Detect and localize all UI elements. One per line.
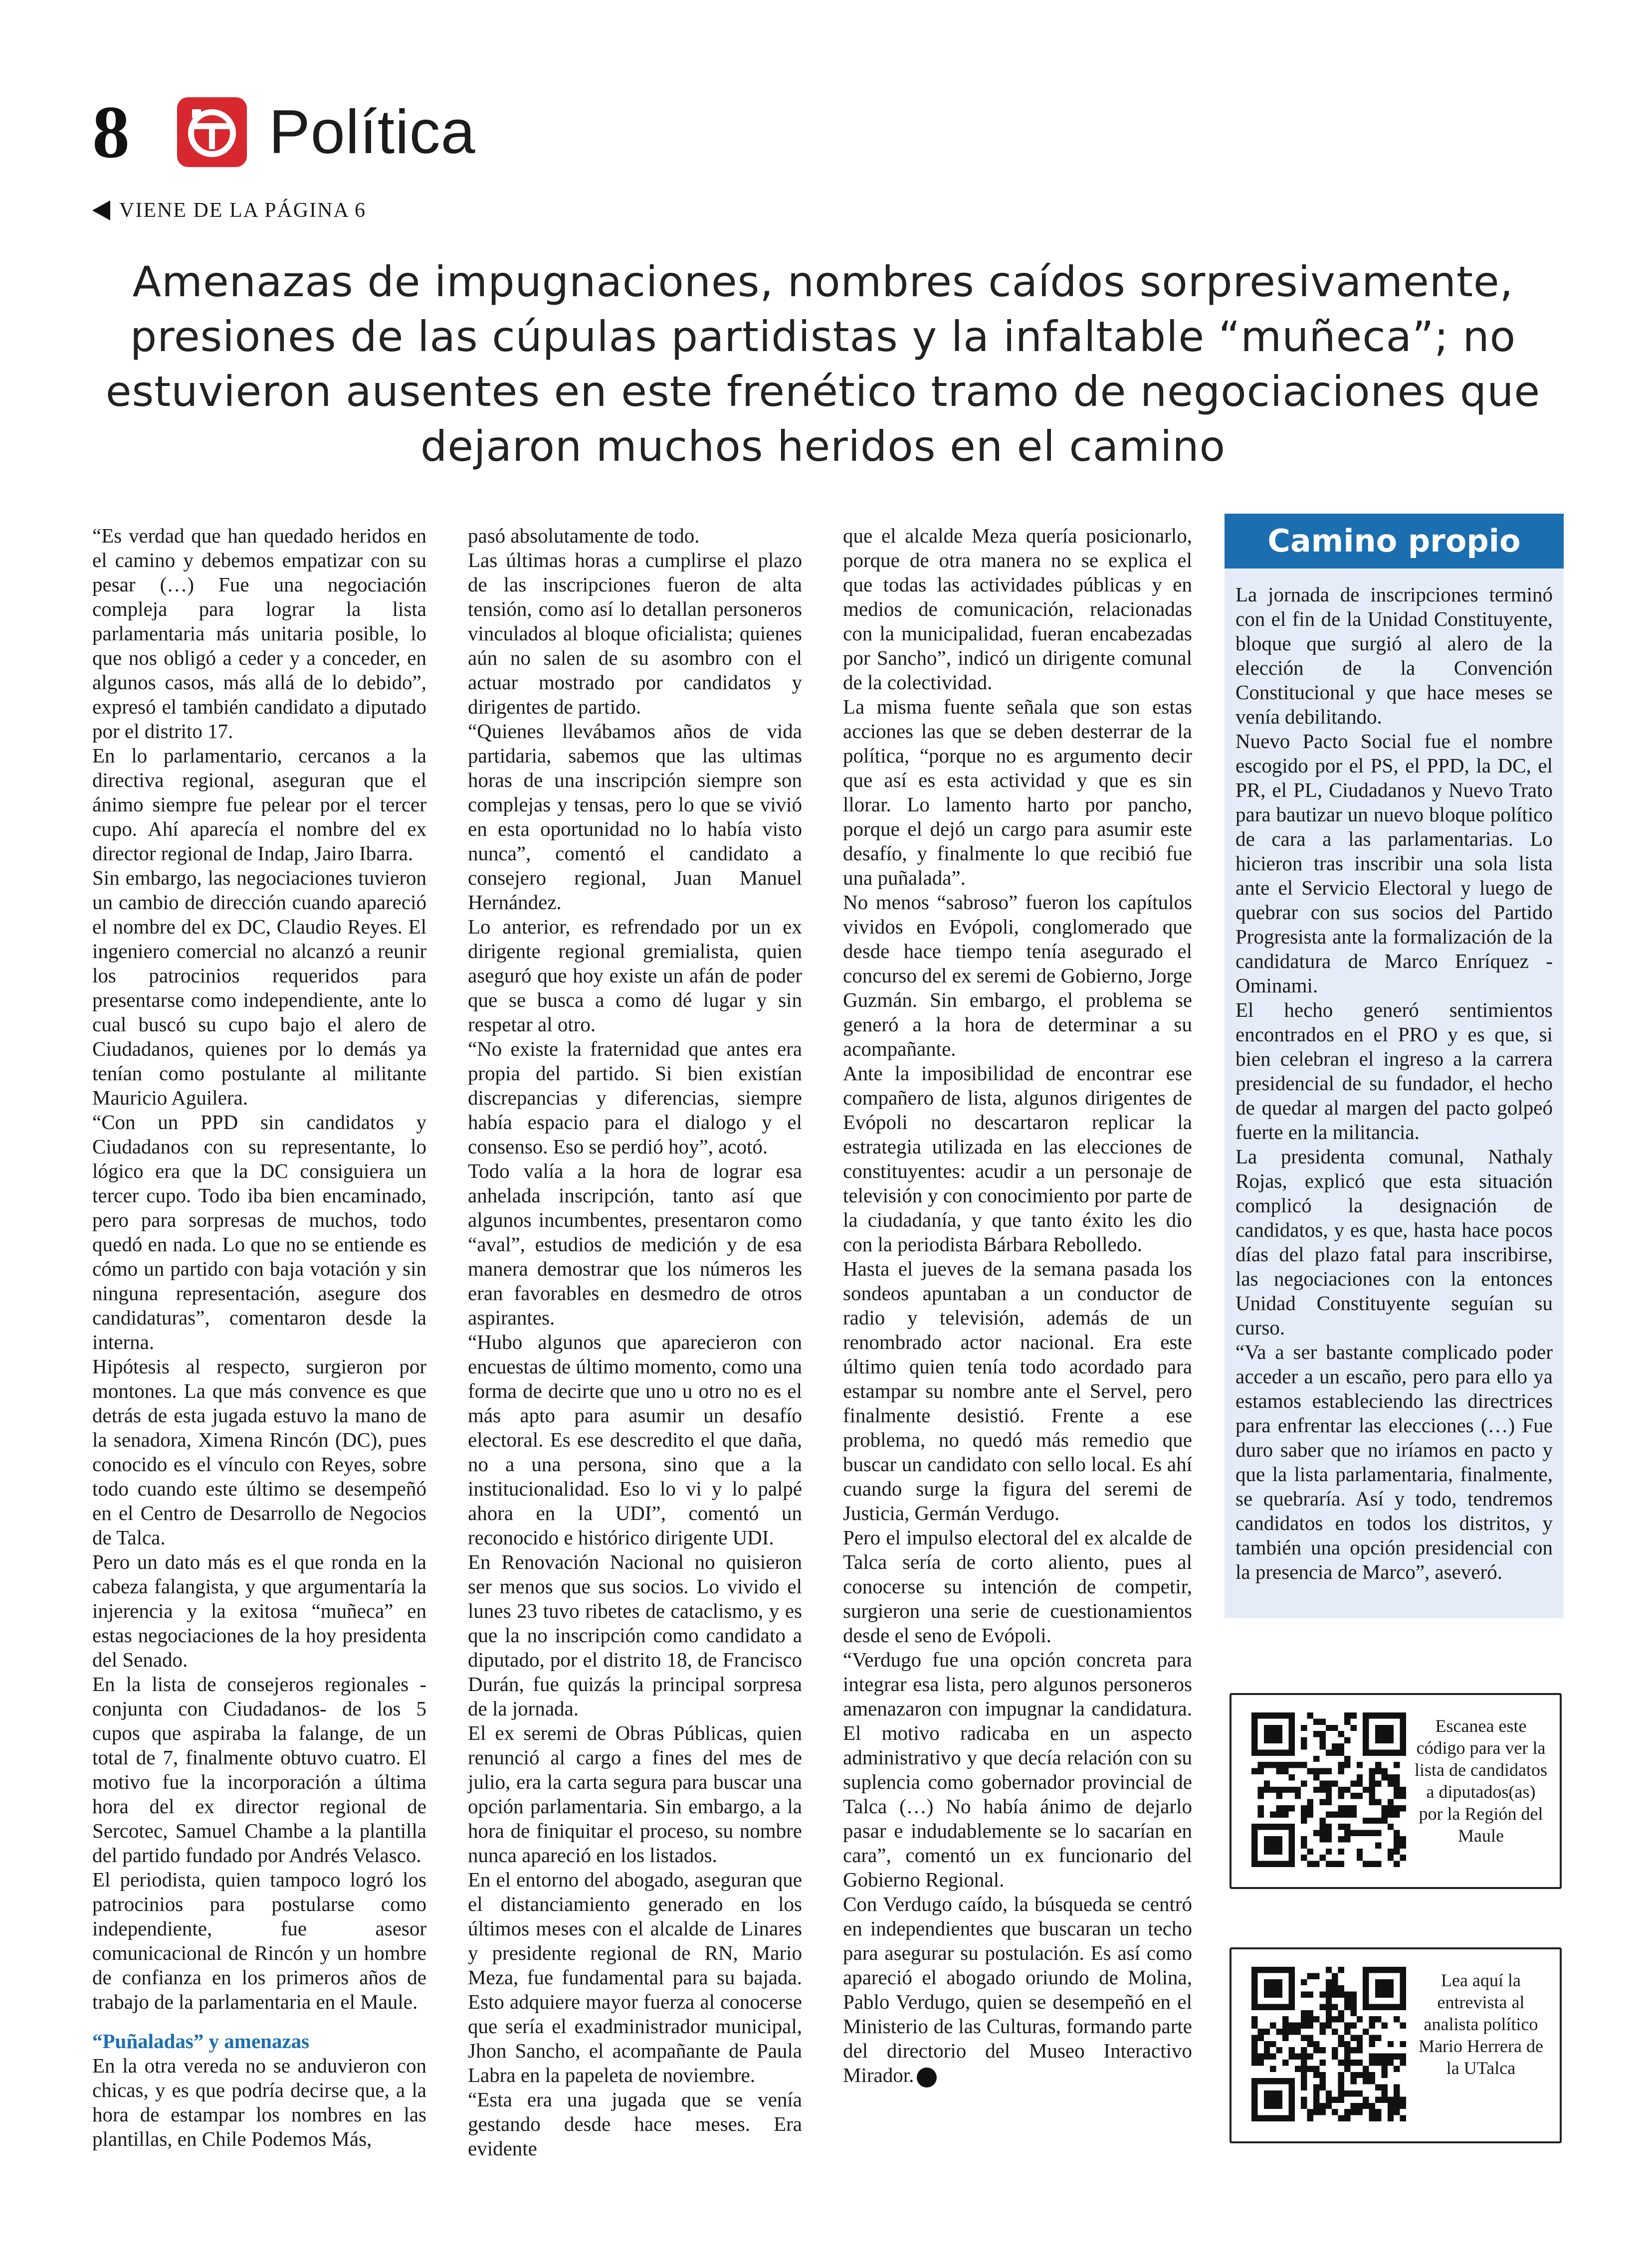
sidebar-title: Camino propio	[1225, 514, 1564, 568]
article-subheadline: Amenazas de impugnaciones, nombres caídos sorpresivamente, presiones de las cúpulas partidistas y la infaltable “muñeca”; no estuvieron ausentes en este frenético tramo de negociaciones que dejaron muchos heridos en el camino	[105, 257, 1541, 471]
paragraph: que el alcalde Meza quería posicionarlo, porque de otra manera no se explica el que todas las actividades públicas y en medios de comunicación, relacionadas con la municipalidad, fueran encabezadas por Sancho”, indicó un dirigente comunal de la colectividad.	[843, 524, 1192, 694]
sidebar-paragraph: El hecho generó sentimientos encontrados en el PRO y es que, si bien celebran el ingreso a la carrera presidencial de su fundador, el hecho de quedar al margen del pacto golpeó fuerte en la militancia.	[1235, 998, 1553, 1143]
paragraph: La misma fuente señala que son estas acciones las que se deben desterrar de la política, “porque no es argumento decir que así es esta actividad y que es sin llorar. Lo lamento harto por pancho, porque el dejó un cargo para asumir este desafío, y finalmente lo que recibió fue una puñalada”.	[843, 695, 1192, 889]
sidebar-paragraph: Nuevo Pacto Social fue el nombre escogido por el PS, el PPD, la DC, el PR, el PL, Ciudadanos y Nuevo Trato para bautizar un nuevo bloque político de cara a las parlamentarias. Lo hicieron tras inscribir una sola lista ante el Servicio Electoral y luego de quebrar con sus socios del Partido Progresista ante la formalización de la candidatura de Marco Enríquez - Ominami.	[1235, 730, 1553, 997]
paragraph: En la lista de consejeros regionales -conjunta con Ciudadanos- de los 5 cupos que aspiraba la falange, de un total de 7, finalmente obtuvo cuatro. El motivo fue la incorporación a última hora del ex director regional de Sercotec, Samuel Chambe a la plantilla del partido fundado por Andrés Velasco.	[92, 1673, 426, 1867]
sidebar-paragraph: “Va a ser bastante complicado poder acceder a un escaño, pero para ello ya estamos estableciendo las directrices para enfrentar las elecciones (…) Fue duro saber que no iríamos en pacto y que la lista parlamentaria, finalmente, se quebraría. Así y todo, tendremos candidatos en todos los distritos, y también una opción presidencial con la presencia de Marco”, aseveró.	[1235, 1340, 1553, 1583]
sidebar-paragraph: La presidenta comunal, Nathaly Rojas, explicó que esta situación complicó la designación de candidatos, y es que, hasta hace pocos días del plazo fatal para inscribirse, las negociaciones con la entonces Unidad Constituyente seguían su curso.	[1235, 1145, 1553, 1339]
paragraph: “Es verdad que han quedado heridos en el camino y debemos empatizar con su pesar (…) Fue una negociación compleja para lograr la lista parlamentaria más unitaria posible, lo que nos obligó a ceder y a conceder, en algunos casos, más allá de lo debido”, expresó el también candidato a diputado por el distrito 17.	[92, 524, 426, 743]
paragraph-last	[843, 1892, 1192, 2087]
paragraph: El periodista, quien tampoco logró los patrocinios para postularse como independiente, fue asesor comunicacional de Rincón y un hombre de confianza en los primeros años de trabajo de la parlamentaria en el Maule.	[92, 1868, 426, 2013]
paragraph: Hipótesis al respecto, surgieron por montones. La que más convence es que detrás de esta jugada estuvo la mano de la senadora, Ximena Rincón (DC), pues conocido es el vínculo con Reyes, sobre todo cuando este último se desempeñó en el Centro de Desarrollo de Negocios de Talca.	[92, 1355, 426, 1549]
arrow-left-icon	[92, 200, 110, 220]
sidebar-box	[1225, 514, 1564, 1618]
qr-code-icon[interactable]	[1251, 1712, 1406, 1867]
paragraph: Lo anterior, es refrendado por un ex dirigente regional gremialista, quien aseguró que hoy existe un afán de poder que se busca a como dé lugar y sin respetar al otro.	[468, 915, 802, 1036]
paragraph: En Renovación Nacional no quisieron ser menos que sus socios. Lo vivido el lunes 23 tuvo ribetes de cataclismo, y es que la no inscripción como candidato a diputado, por el distrito 18, de Francisco Durán, fue quizás la principal sorpresa de la jornada.	[468, 1550, 802, 1720]
paragraph: pasó absolutamente de todo.	[468, 524, 700, 547]
paragraph: En lo parlamentario, cercanos a la directiva regional, aseguran que el ánimo siempre fue pelear por el tercer cupo. Ahí aparecía el nombre del ex director regional de Indap, Jairo Ibarra.	[92, 744, 426, 865]
paragraph: Pero el impulso electoral del ex alcalde de Talca sería de corto aliento, pues al conocerse su intención de competir, surgieron una serie de cuestionamientos desde el seno de Evópoli.	[843, 1526, 1192, 1647]
paragraph: Todo valía a la hora de lograr esa anhelada inscripción, tanto así que algunos incumbentes, presentaron como “aval”, estudios de medición y de esa manera demostrar que los números les eran favorables en desmedro de otros aspirantes.	[468, 1159, 802, 1329]
qr-code-icon[interactable]	[1251, 1967, 1406, 2121]
page-number: 8	[92, 91, 130, 174]
end-bullet-icon	[917, 2068, 937, 2087]
paragraph: En la otra vereda no se anduvieron con chicas, y es que podría decirse que, a la hora de estampar los nombres en las plantillas, en Chile Podemos Más,	[92, 2054, 426, 2150]
qr-caption: Lea aquí la entrevista al analista político Mario Herrera de la UTalca	[1419, 1970, 1543, 2078]
section-subhead: “Puñaladas” y amenazas	[92, 2030, 310, 2053]
paragraph: No menos “sabroso” fueron los capítulos vividos en Evópoli, conglomerado que desde hace tiempo tenía asegurado el concurso del ex seremi de Gobierno, Jorge Guzmán. Sin embargo, el problema se generó a la hora de determinar a su acompañante.	[843, 891, 1192, 1060]
paragraph: “No existe la fraternidad que antes era propia del partido. Si bien existían discrepancias y diferencias, siempre había espacio para el dialogo y el consenso. Eso se perdió hoy”, acotó.	[468, 1037, 802, 1158]
paragraph: “Verdugo fue una opción concreta para integrar esa lista, pero algunos personeros amenazaron con impugnar la candidatura. El motivo radicaba en un aspecto administrativo y que decía relación con su suplencia como gobernador provincial de Talca (…) No había ánimo de dejarlo pasar e indudablemente se lo sacarían en cara”, comentó un ex funcionario del Gobierno Regional.	[843, 1648, 1192, 1891]
continued-from-label	[92, 198, 366, 222]
paragraph: En el entorno del abogado, aseguran que el distanciamiento generado en los últimos meses con el alcalde de Linares y presidente regional de RN, Mario Meza, fue fundamental para su bajada. Esto adquiere mayor fuerza al conocerse que sería el exadministrador municipal, Jhon Sancho, el acompañante de Paula Labra en la papeleta de noviembre.	[468, 1868, 802, 2086]
paragraph: Hasta el jueves de la semana pasada los sondeos apuntaban a un conductor de radio y televisión, además de un renombrado actor nacional. Era este último quien tenía todo acordado para estampar su nombre ante el Servel, pero finalmente desistió. Frente a ese problema, no quedó más remedio que buscar un candidato con sello local. Es ahí cuando surge la figura del seremi de Justicia, Germán Verdugo.	[843, 1257, 1192, 1524]
paragraph: “Quienes llevábamos años de vida partidaria, sabemos que las ultimas horas de una inscripción siempre son complejas y tensas, pero lo que se vivió en esta oportunidad no lo había visto nunca”, comentó el candidato a consejero regional, Juan Manuel Hernández.	[468, 720, 802, 914]
page-header	[92, 92, 476, 172]
article-column-1	[92, 524, 426, 2151]
qr-caption: Escanea este código para ver la lista de candidatos a diputados(as) por la Región del Maule	[1415, 1716, 1547, 1846]
paragraph: “Hubo algunos que aparecieron con encuestas de último momento, como una forma de decirte que uno u otro no es el más apto para asumir un desafío electoral. Es ese descredito el que daña, no a una persona, sino que a la institucionalidad. Eso lo vi y lo palpé ahora en la UDI”, comentó un reconocido e histórico dirigente UDI.	[468, 1330, 802, 1549]
qr-box-candidates[interactable]	[1230, 1693, 1562, 1889]
continued-from-text: VIENE DE LA PÁGINA 6	[119, 199, 366, 222]
paragraph: Sin embargo, las negociaciones tuvieron un cambio de dirección cuando apareció el nombre del ex DC, Claudio Reyes. El ingeniero comercial no alcanzó a reunir los patrocinios requeridos para presentarse como independiente, ante lo cual buscó su cupo bajo el alero de Ciudadanos, quienes por lo demás ya tenían como postulante al militante Mauricio Aguilera.	[92, 866, 426, 1109]
newspaper-logo-icon	[177, 97, 247, 167]
sidebar-paragraph: La jornada de inscripciones terminó con el fin de la Unidad Constituyente, bloque que surgió al alero de la elección de la Convención Constitucional y que hace meses se venía debilitando.	[1235, 583, 1553, 728]
paragraph: “Con un PPD sin candidatos y Ciudadanos con su representante, lo lógico era que la DC consiguiera un tercer cupo. Todo iba bien encaminado, pero para sorpresas de muchos, todo quedó en nada. Lo que no se entiende es cómo un partido con baja votación y sin ninguna representación, asegure dos candidaturas”, comentaron desde la interna.	[92, 1111, 426, 1353]
paragraph: Ante la imposibilidad de encontrar ese compañero de lista, algunos dirigentes de Evópoli no descartaron replicar la estrategia utilizada en las elecciones de constituyentes: acudir a un personaje de televisión y con conocimiento por parte de la ciudadanía, y que tanto éxito les dio con la periodista Bárbara Rebolledo.	[843, 1062, 1192, 1256]
article-column-2	[468, 524, 802, 2161]
qr-box-interview[interactable]	[1230, 1947, 1562, 2143]
paragraph-text: Con Verdugo caído, la búsqueda se centró en independientes que buscaran un techo para asegurar su postulación. Es así como apareció el abogado oriundo de Molina, Pablo Verdugo, quien se desempeñó en el Ministerio de las Culturas, formando parte del directorio del Museo Interactivo Mirador.	[843, 1892, 1192, 2086]
sidebar-body	[1225, 568, 1564, 1584]
article-column-3	[843, 524, 1192, 2087]
paragraph: El ex seremi de Obras Públicas, quien renunció al cargo a fines del mes de julio, era la carta segura para buscar una opción parlamentaria. Sin embargo, a la hora de finiquitar el proceso, su nombre nunca apareció en los listados.	[468, 1721, 802, 1867]
paragraph: Pero un dato más es el que ronda en la cabeza falangista, y que argumentaría la injerencia y la exitosa “muñeca” en estas negociaciones de la hoy presidenta del Senado.	[92, 1550, 426, 1671]
paragraph: “Esta era una jugada que se venía gestando desde hace meses. Era evidente	[468, 2088, 802, 2160]
section-title: Política	[269, 98, 476, 167]
paragraph: Las últimas horas a cumplirse el plazo de las inscripciones fueron de alta tensión, como así lo detallan personeros vinculados al bloque oficialista; quienes aún no salen de su asombro con el actuar mostrado por candidatos y dirigentes de partido.	[468, 549, 802, 718]
